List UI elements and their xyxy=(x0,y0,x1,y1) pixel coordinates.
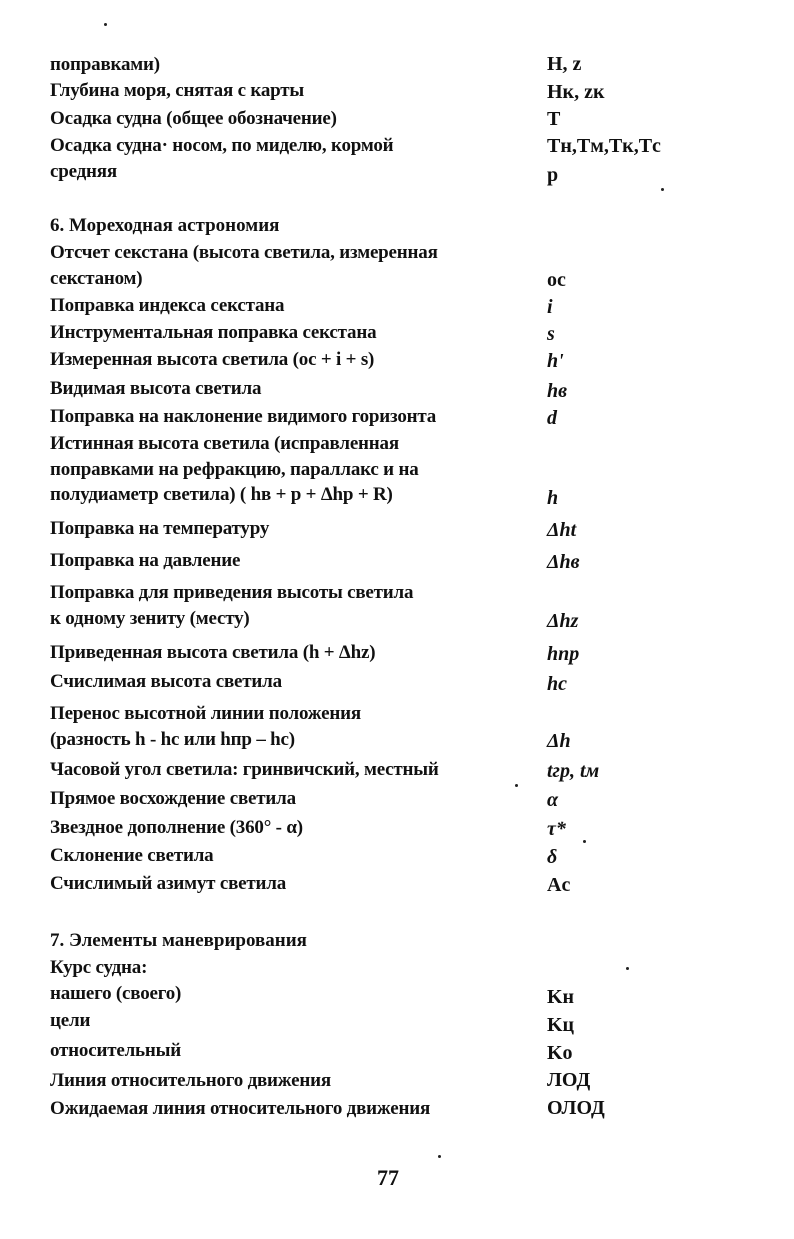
s7-row-2-left: цели xyxy=(50,1010,91,1031)
s6-row-13-left: Часовой угол светила: гринвичский, местный xyxy=(50,759,439,780)
s7-row-1-left: нашего (своего) xyxy=(50,983,182,1004)
row-right-top-2: T xyxy=(547,108,561,130)
row-right-top-1: Hк, zк xyxy=(547,81,605,103)
row-right-top-3: Tн,Tм,Tк,Tс xyxy=(547,135,661,157)
s6-row-11-left: Счислимая высота светила xyxy=(50,671,282,692)
s6-row-5-right: d xyxy=(547,407,557,429)
s6-row-0-right: ос xyxy=(547,269,566,291)
scan-speck xyxy=(583,840,586,843)
s6-row-13-right: tгр, tм xyxy=(547,760,600,782)
row-left-top-3: Осадка судна· носом, по миделю, кормой средняя xyxy=(50,135,394,182)
s7-row-1-right: Kн xyxy=(547,986,575,1008)
scan-speck xyxy=(104,23,107,26)
s6-row-16-left: Склонение светила xyxy=(50,845,214,866)
row-left-top-1: Глубина моря, снятая с карты xyxy=(50,80,305,101)
s6-row-6-left: Истинная высота светила (исправленная поправками на рефракцию, параллакс и на полудиаметр светила) ( hв + p + Δhр + R) xyxy=(50,433,419,505)
s6-row-3-left: Измеренная высота светила (ос + i + s) xyxy=(50,349,375,370)
section-6-heading: 6. Мореходная астрономия xyxy=(50,215,280,236)
s6-row-7-right: Δht xyxy=(547,519,577,541)
s6-row-17-left: Счислимый азимут светила xyxy=(50,873,287,894)
section-7-heading: 7. Элементы маневрирования xyxy=(50,930,307,951)
s6-row-10-right: hпр xyxy=(547,643,580,665)
scan-speck xyxy=(438,1155,441,1158)
row-left-top-2: Осадка судна (общее обозначение) xyxy=(50,108,337,129)
s6-row-8-right: Δhв xyxy=(547,551,580,573)
s6-row-12-right: Δh xyxy=(547,730,571,752)
row-right-top-3b: p xyxy=(547,164,559,186)
row-left-top-0: поправками) xyxy=(50,54,160,75)
s6-row-2-left: Инструментальная поправка секстана xyxy=(50,322,377,343)
s7-row-2-right: Kц xyxy=(547,1014,575,1036)
s7-row-3-left: относительный xyxy=(50,1040,182,1061)
s7-row-5-left: Ожидаемая линия относительного движения xyxy=(50,1098,431,1119)
s6-row-6-right: h xyxy=(547,487,559,509)
scan-speck xyxy=(661,188,664,191)
s6-row-1-left: Поправка индекса секстана xyxy=(50,295,285,316)
s6-row-2-right: s xyxy=(547,323,555,345)
s6-row-4-left: Видимая высота светила xyxy=(50,378,262,399)
s6-row-15-left: Звездное дополнение (360° - α) xyxy=(50,817,303,838)
s7-row-0-left: Курс судна: xyxy=(50,957,148,978)
page-number: 77 xyxy=(377,1165,399,1190)
s7-row-5-right: ОЛОД xyxy=(547,1097,605,1119)
s7-row-4-left: Линия относительного движения xyxy=(50,1070,331,1091)
scan-speck xyxy=(515,784,518,787)
s7-row-3-right: Kо xyxy=(547,1042,573,1064)
s6-row-9-right: Δhz xyxy=(547,610,579,632)
scan-speck xyxy=(626,967,629,970)
s6-row-3-right: h' xyxy=(547,350,564,372)
s6-row-11-right: hc xyxy=(547,673,567,695)
s6-row-7-left: Поправка на температуру xyxy=(50,518,270,539)
s6-row-5-left: Поправка на наклонение видимого горизонта xyxy=(50,406,437,427)
s6-row-12-left: Перенос высотной линии положения (разность h - hc или hпр – hc) xyxy=(50,703,361,750)
s6-row-14-right: α xyxy=(547,789,559,811)
s6-row-1-right: i xyxy=(547,296,553,318)
s6-row-0-left: Отсчет секстана (высота светила, измеренная секстаном) xyxy=(50,242,438,289)
s6-row-17-right: Ac xyxy=(547,874,571,896)
s6-row-14-left: Прямое восхождение светила xyxy=(50,788,296,809)
s6-row-9-left: Поправка для приведения высоты светила к одному зениту (месту) xyxy=(50,582,414,629)
s6-row-8-left: Поправка на давление xyxy=(50,550,241,571)
s7-row-4-right: ЛОД xyxy=(547,1069,591,1091)
row-right-top-0: H, z xyxy=(547,53,582,75)
s6-row-15-right: τ* xyxy=(547,818,566,840)
s6-row-16-right: δ xyxy=(547,846,558,868)
s6-row-4-right: hв xyxy=(547,380,568,402)
s6-row-10-left: Приведенная высота светила (h + Δhz) xyxy=(50,642,376,663)
